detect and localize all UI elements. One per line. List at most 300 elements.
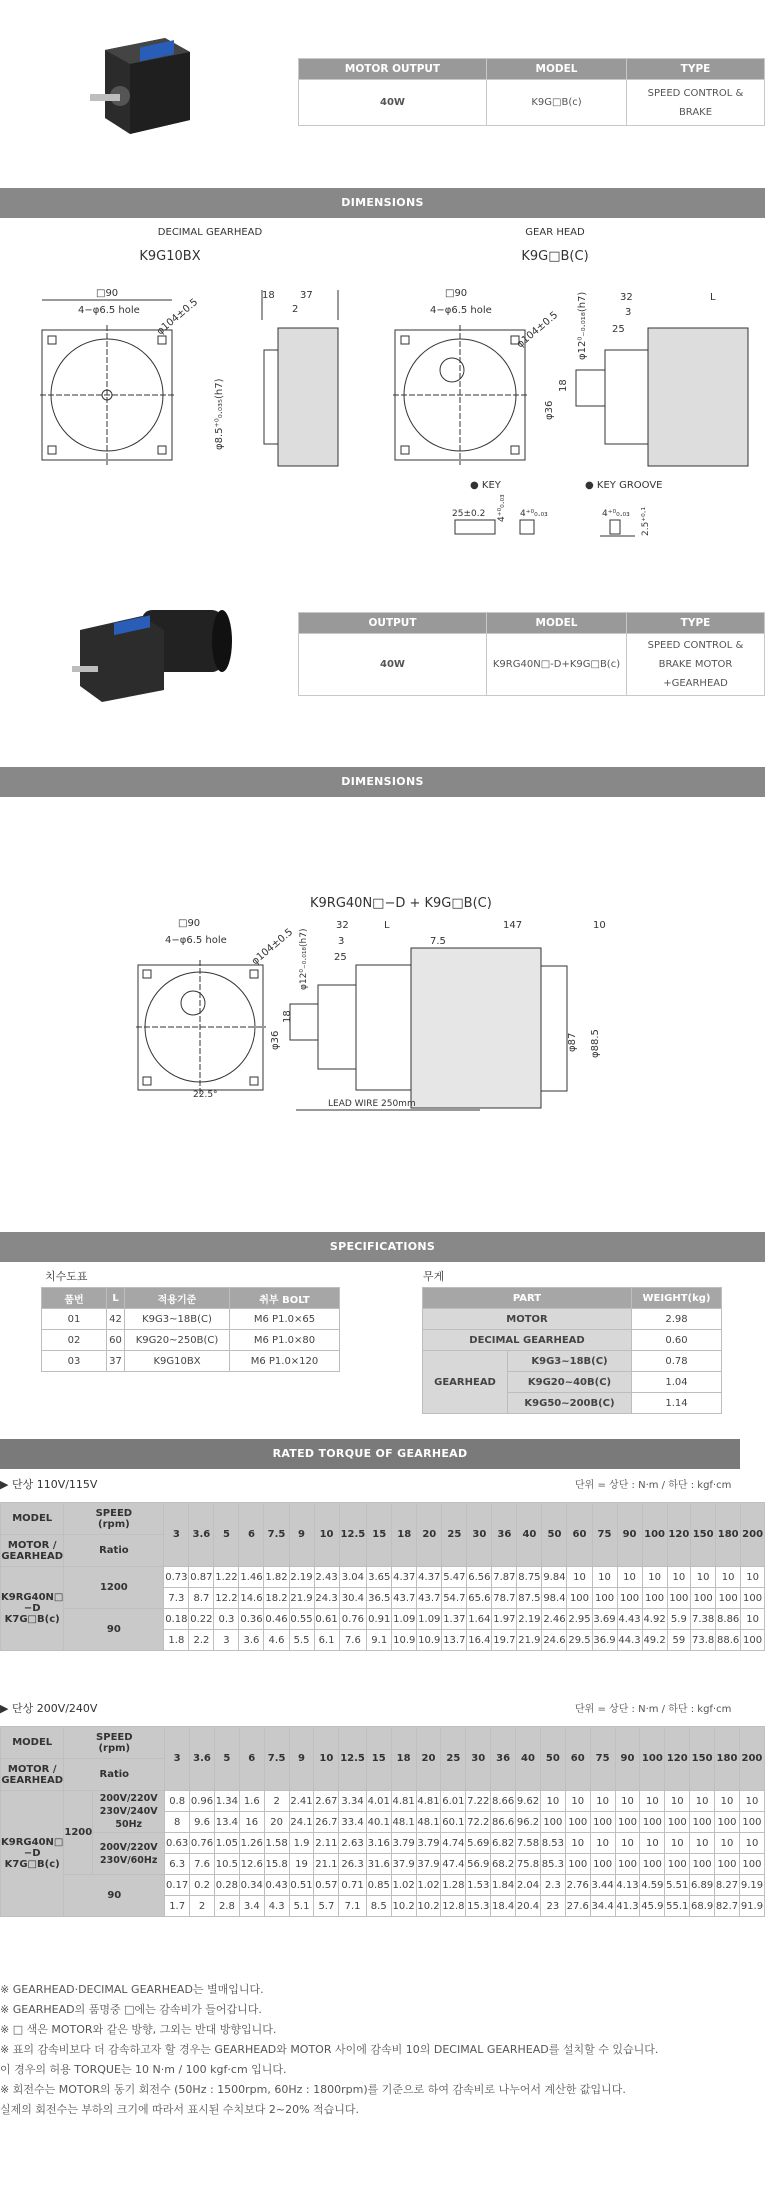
sr-g2-w: 1.14	[632, 1393, 722, 1414]
torque-value: 40.1	[366, 1812, 391, 1833]
torque-value: 2.19	[289, 1567, 314, 1588]
torque-value: 10	[565, 1791, 590, 1812]
torque-value: 4.59	[640, 1875, 665, 1896]
torque-value: 100	[715, 1854, 740, 1875]
torque-value: 100	[615, 1854, 640, 1875]
torque-value: 1.02	[391, 1875, 416, 1896]
torque-value: 100	[590, 1812, 615, 1833]
torque-value: 100	[690, 1812, 715, 1833]
note-line: 이 경우의 허용 TORQUE는 10 N·m / 100 kgf·cm 입니다.	[0, 2063, 287, 2076]
torque-value: 21.9	[517, 1630, 542, 1651]
d2-title: K9RG40N□−D + K9G□B(C)	[310, 896, 492, 911]
torque-value: 0.34	[239, 1875, 264, 1896]
d1-d18b: 18	[558, 379, 569, 392]
specifications-band: SPECIFICATIONS	[0, 1232, 765, 1262]
th-ratio: 75	[590, 1727, 615, 1791]
th-ratio: 100	[642, 1503, 667, 1567]
d1-k4c: 4⁺⁰₀.₀₃	[602, 509, 630, 519]
spec-right-caption: 무게	[423, 1270, 445, 1283]
torque-value: 100	[665, 1812, 690, 1833]
sr-g0: K9G3~18B(C)	[508, 1351, 632, 1372]
d2-pcd: φ104±0.5	[249, 926, 296, 968]
sr-h1: WEIGHT(kg)	[632, 1288, 722, 1309]
torque-value: 34.4	[590, 1896, 615, 1917]
torque-value: 0.76	[190, 1833, 215, 1854]
th-ratio: 5	[214, 1727, 239, 1791]
torque-value: 21.1	[314, 1854, 339, 1875]
th-ratio: 200	[739, 1727, 764, 1791]
torque-value: 10	[741, 1609, 765, 1630]
d1-pcd-b: φ104±0.5	[514, 309, 561, 351]
torque-value: 26.7	[314, 1812, 339, 1833]
th-ratio: 200	[741, 1503, 765, 1567]
torque-value: 0.55	[289, 1609, 314, 1630]
torque-value: 21.9	[289, 1588, 314, 1609]
torque-value: 2	[264, 1791, 289, 1812]
t1-unit: 단위 = 상단 : N·m / 하단 : kgf·cm	[575, 1480, 732, 1491]
d1-d32: 32	[620, 292, 633, 303]
d2-sq90: □90	[178, 918, 201, 929]
d1-d18: 18	[262, 290, 275, 301]
th-ratio: 7.5	[264, 1503, 289, 1567]
dims1-right-model: K9G□B(C)	[521, 249, 589, 264]
torque-value: 26.3	[339, 1854, 366, 1875]
th-ratio: 18	[391, 1727, 416, 1791]
torque-value: 0.73	[164, 1567, 189, 1588]
th-ratio: 180	[716, 1503, 741, 1567]
d2-d885: φ88.5	[590, 1029, 601, 1058]
table-header-row	[1, 1727, 765, 1759]
table-row	[1, 1791, 765, 1812]
torque-value: 12.2	[214, 1588, 239, 1609]
th-ratio: 6	[239, 1727, 264, 1791]
d1-d2: 2	[292, 304, 299, 315]
d1-d36: φ36	[544, 400, 555, 420]
torque-value: 78.7	[492, 1588, 517, 1609]
sl-cell: K9G20~250B(C)	[125, 1330, 230, 1351]
torque-value: 100	[741, 1630, 765, 1651]
table-row	[1, 1609, 765, 1630]
th-ratio: 3.6	[190, 1727, 215, 1791]
torque-value: 2.67	[314, 1791, 339, 1812]
th-ratio: 15	[367, 1503, 392, 1567]
d1-dL: L	[710, 292, 716, 303]
p2-output: 40W	[299, 634, 487, 696]
torque-value: 7.38	[691, 1609, 716, 1630]
torque-value: 10	[715, 1791, 740, 1812]
dimensions-band-2: DIMENSIONS	[0, 767, 765, 797]
torque-value: 10	[640, 1791, 665, 1812]
table-row	[1, 1833, 765, 1854]
p2-h-output: OUTPUT	[299, 613, 487, 634]
torque-value: 0.71	[339, 1875, 366, 1896]
th-ratio: 90	[617, 1503, 642, 1567]
note-line: ※ GEARHEAD·DECIMAL GEARHEAD는 별매입니다.	[0, 1983, 264, 1996]
sr-motor-w: 2.98	[632, 1309, 722, 1330]
torque-value: 1.8	[164, 1630, 189, 1651]
th-ratio: 120	[665, 1727, 690, 1791]
torque-value: 0.17	[165, 1875, 190, 1896]
p2-h-type: TYPE	[627, 613, 765, 634]
torque-value: 7.6	[339, 1630, 367, 1651]
d1-key: ● KEY	[470, 480, 501, 491]
torque-value: 1.05	[214, 1833, 239, 1854]
torque-value: 68.9	[690, 1896, 715, 1917]
torque-value: 5.51	[665, 1875, 690, 1896]
torque-value: 13.4	[214, 1812, 239, 1833]
torque-value: 100	[741, 1588, 765, 1609]
th-speed: SPEED (rpm)	[64, 1503, 164, 1535]
torque-value: 6.1	[314, 1630, 339, 1651]
p2-type: SPEED CONTROL & BRAKE MOTOR +GEARHEAD	[627, 634, 765, 696]
torque-value: 6.56	[467, 1567, 492, 1588]
torque-value: 45.9	[640, 1896, 665, 1917]
torque-value: 2	[190, 1896, 215, 1917]
torque-value: 12.8	[441, 1896, 466, 1917]
torque-value: 10	[640, 1833, 665, 1854]
th-motor: MOTOR / GEARHEAD	[1, 1759, 64, 1791]
note-line: ※ 표의 감속비보다 더 감속하고자 할 경우는 GEARHEAD와 MOTOR 사이에 감속비 10의 DECIMAL GEARHEAD를 설치할 수 있습니다.	[0, 2043, 659, 2056]
torque-value: 15.8	[264, 1854, 289, 1875]
d2-angle: 22.5°	[193, 1090, 218, 1100]
torque-value: 8.27	[715, 1875, 740, 1896]
table-header-row	[1, 1503, 765, 1535]
note-line: ※ GEARHEAD의 품명중 □에는 감속비가 들어갑니다.	[0, 2003, 262, 2016]
d2-d147: 147	[503, 920, 523, 931]
torque-value: 37.9	[391, 1854, 416, 1875]
d2-shaft: φ12⁰₋₀.₀₁₈(h7)	[299, 928, 309, 990]
th-ratio: 20	[416, 1727, 441, 1791]
th-ratio: 30	[466, 1727, 491, 1791]
torque-value: 55.1	[665, 1896, 690, 1917]
torque-value: 8.86	[716, 1609, 741, 1630]
torque-value: 10	[691, 1567, 716, 1588]
product1-table	[298, 58, 765, 126]
torque-value: 5.47	[442, 1567, 467, 1588]
torque-value: 0.36	[239, 1609, 264, 1630]
torque-value: 10	[667, 1567, 691, 1588]
torque-speed: 1200	[64, 1567, 164, 1609]
torque-value: 88.6	[716, 1630, 741, 1651]
torque-value: 36.5	[367, 1588, 392, 1609]
torque-value: 10	[615, 1833, 640, 1854]
torque-value: 13.7	[442, 1630, 467, 1651]
torque-value: 27.6	[565, 1896, 590, 1917]
torque-value: 5.7	[314, 1896, 339, 1917]
torque-value: 18.2	[264, 1588, 289, 1609]
torque-value: 0.57	[314, 1875, 339, 1896]
th-ratio: 25	[442, 1503, 467, 1567]
torque-value: 15.3	[466, 1896, 491, 1917]
torque-value: 100	[615, 1812, 640, 1833]
p1-h-model: MODEL	[487, 59, 627, 80]
torque-value: 100	[567, 1588, 592, 1609]
torque-value: 4.43	[617, 1609, 642, 1630]
sl-cell: 60	[107, 1330, 125, 1351]
torque-value: 10	[665, 1791, 690, 1812]
sl-h3: 취부 BOLT	[230, 1288, 340, 1309]
torque-value: 8.7	[189, 1588, 214, 1609]
torque-value: 9.19	[739, 1875, 764, 1896]
torque-value: 100	[640, 1812, 665, 1833]
torque-value: 10.2	[416, 1896, 441, 1917]
torque-value: 9.62	[516, 1791, 541, 1812]
d1-k4a: 4⁺⁰₀.₀₃	[497, 494, 507, 522]
d2-d36: φ36	[270, 1030, 281, 1050]
torque-value: 3.79	[391, 1833, 416, 1854]
torque-value: 2.43	[314, 1567, 339, 1588]
th-ratio: 60	[567, 1503, 592, 1567]
torque-value: 3.65	[367, 1567, 392, 1588]
th-ratio-label: Ratio	[64, 1759, 165, 1791]
torque-value: 72.2	[466, 1812, 491, 1833]
torque-value: 1.6	[239, 1791, 264, 1812]
torque-value: 10	[590, 1833, 615, 1854]
torque-value: 100	[640, 1854, 665, 1875]
d1-d37: 37	[300, 290, 313, 301]
torque-value: 6.89	[690, 1875, 715, 1896]
torque-value: 0.28	[214, 1875, 239, 1896]
torque-value: 6.01	[441, 1791, 466, 1812]
torque-value: 1.82	[264, 1567, 289, 1588]
gearhead-photo-icon	[90, 30, 205, 140]
torque-value: 10	[590, 1791, 615, 1812]
torque-speed: 1200	[64, 1791, 93, 1875]
th-model: MODEL	[1, 1503, 64, 1535]
torque-value: 4.81	[391, 1791, 416, 1812]
torque-value: 1.37	[442, 1609, 467, 1630]
th-ratio: 3	[165, 1727, 190, 1791]
product2-table	[298, 612, 765, 696]
torque-model: K9RG40N□ −D K7G□B(c)	[1, 1791, 64, 1917]
d1-d25: 25	[612, 324, 625, 335]
th-ratio: 180	[715, 1727, 740, 1791]
d2-d32: 32	[336, 920, 349, 931]
torque-value: 0.91	[367, 1609, 392, 1630]
d2-d87: φ87	[567, 1032, 578, 1052]
th-ratio: 40	[517, 1503, 542, 1567]
torque-value: 43.7	[417, 1588, 442, 1609]
torque-value: 2.11	[314, 1833, 339, 1854]
torque-value: 85.3	[540, 1854, 565, 1875]
p2-h-model: MODEL	[487, 613, 627, 634]
d1-shaft-b: φ12⁰₋₀.₀₁₈(h7)	[577, 291, 588, 360]
table-row	[42, 1309, 340, 1330]
sl-cell: M6 P1.0×65	[230, 1309, 340, 1330]
torque-value: 96.2	[516, 1812, 541, 1833]
torque-value: 3.79	[416, 1833, 441, 1854]
torque-value: 8	[165, 1812, 190, 1833]
product-photo-gearhead	[90, 30, 205, 140]
torque-value: 100	[617, 1588, 642, 1609]
torque-value: 0.96	[190, 1791, 215, 1812]
sl-h2: 적용기준	[125, 1288, 230, 1309]
torque-value: 100	[565, 1854, 590, 1875]
table-row	[1, 1567, 765, 1588]
torque-value: 60.1	[441, 1812, 466, 1833]
torque-value: 86.6	[491, 1812, 516, 1833]
sl-cell: K9G10BX	[125, 1351, 230, 1372]
torque-value: 41.3	[615, 1896, 640, 1917]
torque-value: 100	[716, 1588, 741, 1609]
d1-sq90b: □90	[445, 288, 468, 299]
torque-value: 10	[617, 1567, 642, 1588]
torque-value: 75.8	[516, 1854, 541, 1875]
torque-value: 10	[540, 1791, 565, 1812]
d2-d18: 18	[282, 1010, 293, 1023]
torque-value: 1.09	[392, 1609, 417, 1630]
torque-value: 9.1	[367, 1630, 392, 1651]
torque-value: 10	[567, 1567, 592, 1588]
th-ratio: 10	[314, 1727, 339, 1791]
torque-value: 0.87	[189, 1567, 214, 1588]
torque-value: 5.1	[289, 1896, 314, 1917]
torque-value: 0.8	[165, 1791, 190, 1812]
torque-value: 1.9	[289, 1833, 314, 1854]
d2-dL: L	[384, 920, 390, 931]
p1-h-type: TYPE	[627, 59, 765, 80]
torque-value: 100	[739, 1854, 764, 1875]
torque-value: 0.85	[366, 1875, 391, 1896]
torque-value: 10	[741, 1567, 765, 1588]
torque-value: 10	[592, 1567, 617, 1588]
th-ratio: 30	[467, 1503, 492, 1567]
torque-value: 1.97	[492, 1609, 517, 1630]
torque-value: 1.46	[239, 1567, 264, 1588]
th-ratio: 9	[289, 1503, 314, 1567]
torque-value: 8.75	[517, 1567, 542, 1588]
torque-value: 73.8	[691, 1630, 716, 1651]
torque-value: 20.4	[516, 1896, 541, 1917]
torque-value: 59	[667, 1630, 691, 1651]
th-ratio: 50	[542, 1503, 567, 1567]
torque-value: 1.26	[239, 1833, 264, 1854]
th-ratio: 150	[691, 1503, 716, 1567]
torque-table-200v	[0, 1726, 765, 1917]
torque-value: 4.6	[264, 1630, 289, 1651]
notes	[0, 1980, 765, 2120]
torque-value: 1.22	[214, 1567, 239, 1588]
spec-left-table	[41, 1287, 340, 1372]
th-ratio: 3.6	[189, 1503, 214, 1567]
d2-d3: 3	[338, 936, 345, 947]
torque-value: 4.3	[264, 1896, 289, 1917]
torque-value: 0.22	[189, 1609, 214, 1630]
torque-value: 4.13	[615, 1875, 640, 1896]
torque-value: 0.43	[264, 1875, 289, 1896]
th-ratio: 3	[164, 1503, 189, 1567]
torque-value: 100	[592, 1588, 617, 1609]
torque-value: 10	[716, 1567, 741, 1588]
torque-value: 4.01	[366, 1791, 391, 1812]
sl-cell: 02	[42, 1330, 107, 1351]
th-ratio-label: Ratio	[64, 1535, 164, 1567]
torque-value: 10	[690, 1791, 715, 1812]
torque-value: 4.92	[642, 1609, 667, 1630]
torque-value: 56.9	[466, 1854, 491, 1875]
torque-value: 47.4	[441, 1854, 466, 1875]
torque-value: 3.34	[339, 1791, 366, 1812]
torque-value: 16	[239, 1812, 264, 1833]
th-ratio: 150	[690, 1727, 715, 1791]
torque-value: 18.4	[491, 1896, 516, 1917]
th-ratio: 40	[516, 1727, 541, 1791]
torque-value: 2.3	[540, 1875, 565, 1896]
torque-voltage: 200V/220V 230V/60Hz	[93, 1833, 165, 1875]
sl-h1: L	[107, 1288, 125, 1309]
dims2-drawing	[0, 880, 765, 1120]
torque-value: 100	[642, 1588, 667, 1609]
torque-value: 65.6	[467, 1588, 492, 1609]
motor-photo-icon	[72, 590, 242, 705]
spec-right-table	[422, 1287, 722, 1414]
torque-value: 12.6	[239, 1854, 264, 1875]
torque-value: 2.95	[567, 1609, 592, 1630]
torque-value: 0.61	[314, 1609, 339, 1630]
torque-value: 7.3	[164, 1588, 189, 1609]
sr-motor: MOTOR	[423, 1309, 632, 1330]
torque-value: 2.19	[517, 1609, 542, 1630]
t1-title: ▶ 단상 110V/115V	[0, 1478, 98, 1491]
p1-h-output: MOTOR OUTPUT	[299, 59, 487, 80]
th-ratio: 12.5	[339, 1727, 366, 1791]
torque-value: 1.58	[264, 1833, 289, 1854]
th-ratio: 60	[565, 1727, 590, 1791]
d2-d25: 25	[334, 952, 347, 963]
torque-value: 19	[289, 1854, 314, 1875]
sr-decimal-w: 0.60	[632, 1330, 722, 1351]
sr-g1-w: 1.04	[632, 1372, 722, 1393]
torque-value: 10	[565, 1833, 590, 1854]
d1-k4b: 4⁺⁰₀.₀₃	[520, 509, 548, 519]
torque-value: 48.1	[416, 1812, 441, 1833]
torque-value: 0.46	[264, 1609, 289, 1630]
d1-sq90a: □90	[96, 288, 119, 299]
th-motor: MOTOR / GEARHEAD	[1, 1535, 64, 1567]
sl-cell: M6 P1.0×120	[230, 1351, 340, 1372]
torque-value: 4.74	[441, 1833, 466, 1854]
torque-value: 2.46	[542, 1609, 567, 1630]
torque-value: 16.4	[467, 1630, 492, 1651]
torque-value: 7.1	[339, 1896, 366, 1917]
th-ratio: 25	[441, 1727, 466, 1791]
torque-value: 19.7	[492, 1630, 517, 1651]
d1-hole-a: 4−φ6.5 hole	[78, 305, 140, 316]
d1-d3: 3	[625, 307, 632, 318]
torque-value: 7.87	[492, 1567, 517, 1588]
p1-output: 40W	[299, 80, 487, 126]
d2-hole: 4−φ6.5 hole	[165, 935, 227, 946]
torque-value: 4.81	[416, 1791, 441, 1812]
torque-value: 8.66	[491, 1791, 516, 1812]
torque-value: 0.51	[289, 1875, 314, 1896]
torque-value: 8.5	[366, 1896, 391, 1917]
torque-value: 2.63	[339, 1833, 366, 1854]
torque-value: 3.16	[366, 1833, 391, 1854]
torque-value: 3.6	[239, 1630, 264, 1651]
torque-value: 44.3	[617, 1630, 642, 1651]
torque-value: 1.28	[441, 1875, 466, 1896]
torque-value: 0.3	[214, 1609, 239, 1630]
torque-value: 91.9	[739, 1896, 764, 1917]
table-row	[42, 1351, 340, 1372]
torque-value: 100	[565, 1812, 590, 1833]
th-ratio: 9	[289, 1727, 314, 1791]
dims1-left-title: DECIMAL GEARHEAD	[157, 227, 263, 238]
torque-table-110v	[0, 1502, 765, 1651]
torque-value: 2.41	[289, 1791, 314, 1812]
torque-value: 100	[690, 1854, 715, 1875]
